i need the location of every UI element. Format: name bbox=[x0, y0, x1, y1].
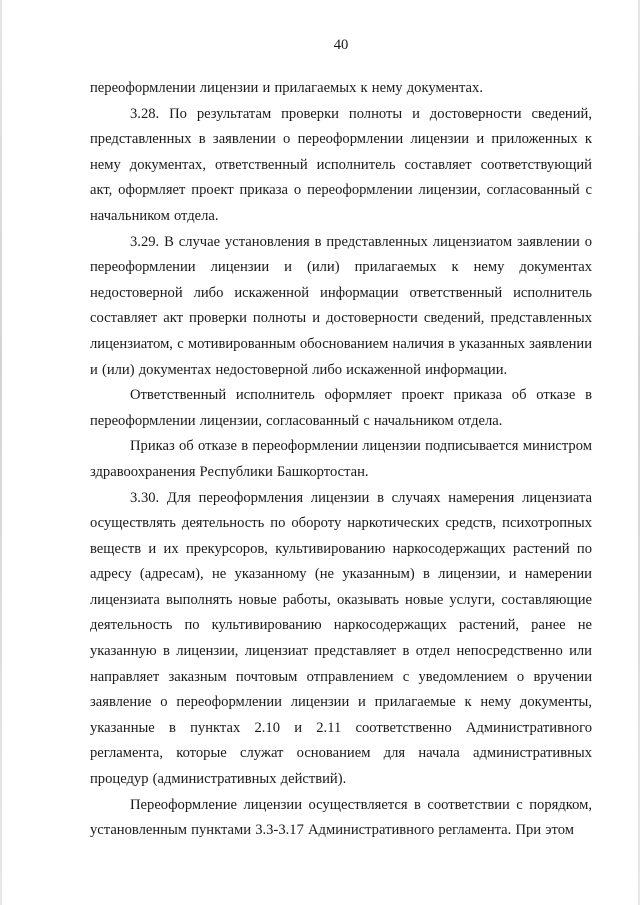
paragraph-3-29: 3.29. В случае установления в представленных лицензиатом заявлении о переоформлении лицензии и (или) прилагаемых к нему документах недостоверной либо искаженной информации ответственный исполнитель составляет акт проверки полноты и достоверности сведений, представленных лицензиатом, с мотивированным обоснованием наличия в указанных заявлении и (или) документах недостоверной либо искаженной информации. bbox=[90, 233, 592, 378]
paragraph-3-28: 3.28. По результатам проверки полноты и достоверности сведений, представленных в заявлении о переоформлении лицензии и приложенных к нему документах, ответственный исполнитель составляет соответствующий акт, оформляет проект приказа о переоформлении лицензии, согласованный с начальником отдела. bbox=[90, 105, 592, 224]
document-body bbox=[90, 76, 592, 844]
paragraph-refusal-sign: Приказ об отказе в переоформлении лицензии подписывается министром здравоохранения Республики Башкортостан. bbox=[90, 438, 592, 480]
paragraph-3-30: 3.30. Для переоформления лицензии в случаях намерения лицензиата осуществлять деятельность по обороту наркотических средств, психотропных веществ и их прекурсоров, культивированию наркосодержащих растений по адресу (адресам), не указанному (не указанным) в лицензии, и намерении лицензиата выполнять новые работы, оказывать новые услуги, составляющие деятельность по культивированию наркосодержащих растений, ранее не указанную в лицензии, лицензиат представляет в отдел непосредственно или направляет заказным почтовым отправлением с уведомлением о вручении заявление о переоформлении лицензии и прилагаемые к нему документы, указанные в пунктах 2.10 и 2.11 соответственно Административного регламента, которые служат основанием для начала административных процедур (административных действий). bbox=[90, 489, 592, 788]
page-number: 40 bbox=[333, 37, 349, 53]
scan-edge-left bbox=[0, 0, 2, 905]
paragraph-continuation: переоформлении лицензии и прилагаемых к нему документах. bbox=[90, 80, 483, 96]
paragraph-procedure: Переоформление лицензии осуществляется в соответствии с порядком, установленным пунктами 3.3-3.17 Административного регламента. При этом bbox=[90, 796, 592, 839]
paragraph-refusal-draft: Ответственный исполнитель оформляет проект приказа об отказе в переоформлении лицензии, согласованный с начальником отдела. bbox=[90, 387, 592, 429]
